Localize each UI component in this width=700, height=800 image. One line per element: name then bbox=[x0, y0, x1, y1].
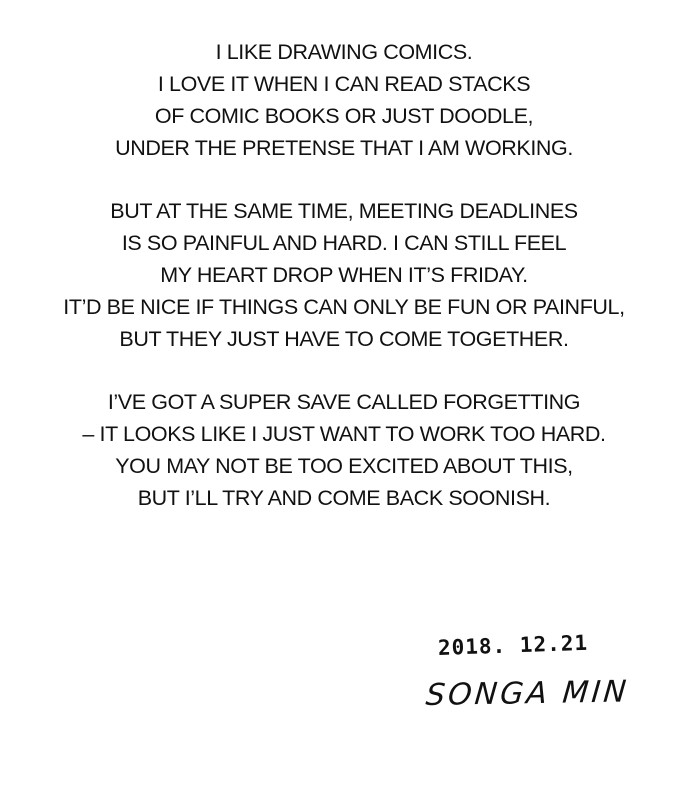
author-note bbox=[0, 36, 688, 514]
note-line: BUT I’LL TRY AND COME BACK SOONISH. bbox=[137, 486, 551, 510]
note-line: I LIKE DRAWING COMICS. bbox=[215, 40, 473, 64]
note-line: BUT AT THE SAME TIME, MEETING DEADLINES bbox=[110, 199, 578, 223]
note-line: – IT LOOKS LIKE I JUST WANT TO WORK TOO HARD. bbox=[82, 422, 606, 446]
note-line: IS SO PAINFUL AND HARD. I CAN STILL FEEL bbox=[121, 231, 567, 255]
note-paragraph-3 bbox=[0, 386, 688, 514]
signature-block bbox=[420, 632, 640, 722]
note-line: IT’D BE NICE IF THINGS CAN ONLY BE FUN OR PAINFUL, bbox=[63, 295, 625, 319]
note-line: YOU MAY NOT BE TOO EXCITED ABOUT THIS, bbox=[115, 454, 573, 478]
signature-name: SONGA MIN bbox=[424, 674, 631, 713]
note-line: BUT THEY JUST HAVE TO COME TOGETHER. bbox=[119, 327, 569, 351]
note-line: I’VE GOT A SUPER SAVE CALLED FORGETTING bbox=[107, 390, 581, 414]
signature-date: 2018. 12.21 bbox=[437, 630, 589, 660]
note-paragraph-2 bbox=[0, 195, 688, 355]
note-line: UNDER THE PRETENSE THAT I AM WORKING. bbox=[115, 136, 573, 160]
note-line: OF COMIC BOOKS OR JUST DOODLE, bbox=[154, 104, 534, 128]
note-line: MY HEART DROP WHEN IT’S FRIDAY. bbox=[160, 263, 528, 287]
note-paragraph-1 bbox=[0, 36, 688, 164]
note-line: I LOVE IT WHEN I CAN READ STACKS bbox=[157, 72, 531, 96]
